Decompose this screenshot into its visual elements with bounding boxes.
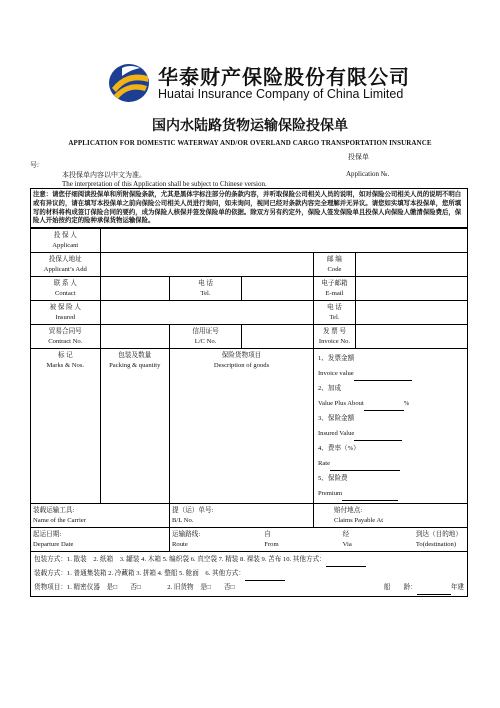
departure-cell[interactable]: 起运日期: Departure Date [31,528,170,552]
application-form-table [30,228,468,597]
rate-cn: 4、费率（%） [317,445,360,452]
insured-value-en[interactable]: Insured Value [318,426,463,441]
company-name-cn: 华泰财产保险股份有限公司 [158,65,410,89]
packing-options[interactable]: 包装方式：1. 散装 2. 纸箱 3. 罐装 4. 木箱 5. 编织袋 6. 真空袋 7. 精装 8. 裸装 9. 苫布 10. 其他方式： [34,553,464,567]
contact-label: 联 系 人 Contact [31,277,101,301]
value-plus-en[interactable]: Value Plus About % [318,396,463,411]
tel2-label: 电 话 Tel. [313,301,355,325]
interpretation-en: The interpretation of this Application shall be subject to Chinese version. [62,180,267,188]
insured-value-block[interactable] [313,349,467,504]
application-no-label-en: Application №. [346,170,390,178]
code-label: 邮 编 Code [313,253,355,277]
email-field[interactable] [355,277,467,301]
premium-en[interactable]: Premium [318,486,463,501]
interpretation-cn: 本投保单内容以中文为准。 [62,171,146,179]
company-name-en: Huatai Insurance Company of China Limited [158,87,404,101]
applicant-add-label: 投保人地址 Applicant’s Add [31,253,101,277]
options-block [31,552,468,597]
huatai-logo-icon [108,62,150,104]
applicant-add-field[interactable] [100,253,313,277]
rate-en[interactable]: Rate [318,456,463,471]
application-no-label-cn: 投保单 [348,153,369,161]
value-plus-cn: 2、加成 [317,385,342,392]
premium-cn: 5、保险费 [317,475,348,482]
marks-cell[interactable]: 标 记 Marks & Nos. [31,349,101,504]
lc-no-field[interactable] [242,325,314,349]
invoice-no-label: 发 票 号 Invoice No. [313,325,355,349]
insured-label: 被 保 险 人 Insured [31,301,101,325]
invoice-value-en[interactable]: Invoice value [318,366,463,381]
contract-no-field[interactable] [100,325,169,349]
insured-field[interactable] [100,301,313,325]
form-title-en: APPLICATION FOR DOMESTIC WATERWAY AND/OR OVERLAND CARGO TRANSPORTATION INSURANCE [68,139,432,147]
route-cell[interactable] [170,528,468,552]
bl-no-cell[interactable]: 提（运）单号: B/L No. [170,504,314,528]
via-label: 经 Via [342,530,352,548]
loading-options[interactable]: 装载方式：1. 普通集装箱 2. 冷藏箱 3. 拼箱 4. 整船 5. 舱面 6. 其他方式： [34,567,464,581]
email-label: 电子邮箱 E-mail [313,277,355,301]
lc-no-label: 信用证号 L/C No. [170,325,242,349]
to-label: 到达（目的地） To(destination) [415,530,462,548]
packing-cell[interactable]: 包装及数量 Packing & quantity [100,349,169,504]
description-cell[interactable]: 保险货物项目 Description of goods [170,349,314,504]
carrier-cell[interactable]: 装载运输工具: Name of the Carrier [31,504,170,528]
claims-cell[interactable]: 赔付地点: Claims Payable At [313,504,467,528]
route-label: 运输路线: Route [172,530,201,548]
code-field[interactable] [355,253,467,277]
tel-field[interactable] [242,277,314,301]
insured-value-cn: 3、保险金额 [317,415,355,422]
form-title-cn: 国内水陆路货物运输保险投保单 [152,118,348,134]
applicant-field[interactable] [100,229,467,253]
invoice-no-field[interactable] [355,325,467,349]
ship-age[interactable]: 船 龄： 年建 [384,581,464,595]
goods-item-options[interactable]: 货物项目：1. 精密仪器 是□ 否□ 2. 旧货物 是□ 否□ 船 龄： 年建 [34,581,464,595]
invoice-value-cn: 1、发票金额 [317,355,355,362]
applicant-label: 投 保 人 Applicant [31,229,101,253]
tel2-field[interactable] [355,301,467,325]
tel-label: 电 话 Tel. [170,277,242,301]
contract-no-label: 贸易合同号 Contract No. [31,325,101,349]
from-label: 自 From [264,530,279,548]
application-no-label-cn-2: 号: [30,161,39,169]
contact-field[interactable] [100,277,169,301]
notice-text: 注意：请您仔细阅读投保单和所附保险条款，尤其是黑体字标注部分的条款内容，并听取保险公司相关人员的说明，如对保险公司相关人员的说明不明白或有异议的，请在填写本投保单之前向保险公司相关人员进行询问，如未询问，视同已经对条款内容完全理解并无异议。请您如实填写本投保单，您所填写的材料将构成签订保险合同的要约，成为保险人核保并签发保险单的依据。除双方另有约定外，保险人签发保险单且投保人向保险人缴清保险费后，保险人开始按约定的险种承保货物运输保险。 [30,188,468,228]
